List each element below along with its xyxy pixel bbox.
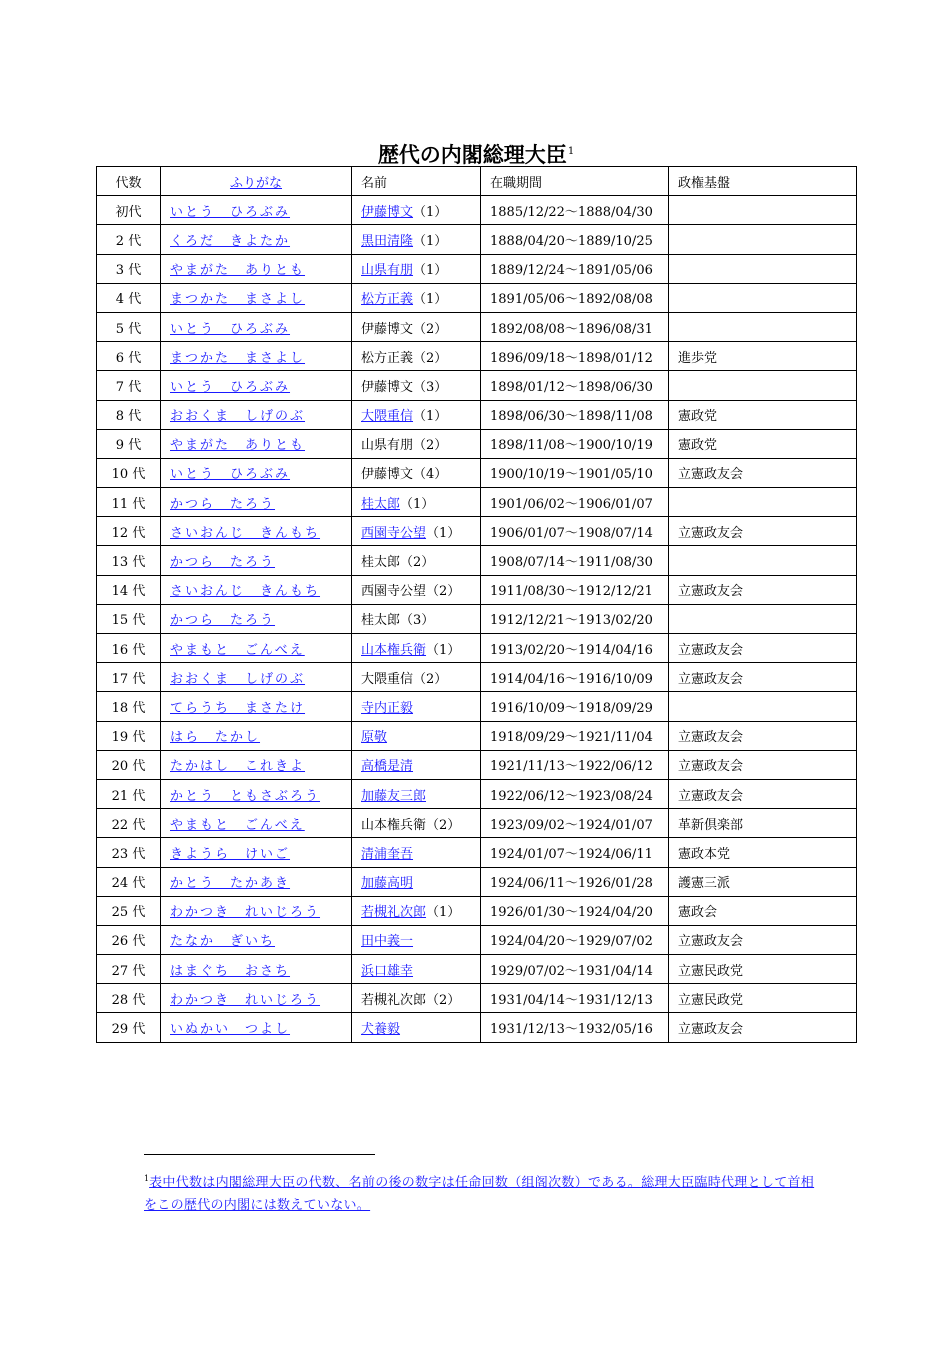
cell-name[interactable] (352, 779, 481, 808)
cell-period: 1908/07/14～1911/08/30 (481, 546, 669, 575)
cell-name[interactable] (352, 196, 481, 225)
term-count: （2） (400, 555, 435, 571)
cell-furigana[interactable] (161, 546, 352, 575)
furigana-link[interactable]: きようら けいご (170, 846, 291, 862)
term-count: （1） (400, 496, 435, 512)
cell-furigana[interactable] (161, 955, 352, 984)
cell-period: 1926/01/30～1924/04/20 (481, 896, 669, 925)
cell-period: 1924/06/11～1926/01/28 (481, 867, 669, 896)
cell-base: 立憲民政党 (669, 955, 857, 984)
cell-name (352, 575, 481, 604)
furigana-link[interactable]: いとう ひろぶみ (170, 204, 291, 220)
name-link[interactable]: 黒田清隆 (361, 233, 414, 249)
cell-period: 1906/01/07～1908/07/14 (481, 517, 669, 546)
cell-base (669, 225, 857, 254)
cell-num: 16 代 (97, 634, 161, 663)
name-link[interactable]: 松方正義 (361, 292, 414, 308)
cell-period: 1923/09/02～1924/01/07 (481, 809, 669, 838)
furigana-link[interactable]: はら たかし (170, 730, 261, 746)
cell-furigana[interactable] (161, 692, 352, 721)
footnote-ref[interactable]: 1 (567, 146, 575, 158)
term-count: （4） (413, 467, 448, 483)
cell-furigana[interactable] (161, 779, 352, 808)
name-text: 伊藤博文 (361, 467, 414, 483)
cell-base: 立憲政友会 (669, 458, 857, 487)
table-row (97, 750, 857, 779)
cell-num: 21 代 (97, 779, 161, 808)
footnote-text[interactable]: 表中代数は内閣総理大臣の代数、名前の後の数字は任命回数（组阁次数）である。総理大臣臨時代理として首相をこの歴代の内閣には数えていない。 (144, 1175, 815, 1214)
cell-base (669, 312, 857, 341)
term-count: （1） (426, 525, 461, 541)
name-link[interactable]: 寺内正毅 (361, 700, 414, 716)
table-row (97, 838, 857, 867)
cell-base: 革新倶楽部 (669, 809, 857, 838)
cell-name[interactable] (352, 692, 481, 721)
table-row (97, 488, 857, 517)
cell-furigana[interactable] (161, 1013, 352, 1042)
cell-period: 1914/04/16～1916/10/09 (481, 663, 669, 692)
cell-name (352, 809, 481, 838)
table-row (97, 517, 857, 546)
term-count: （1） (413, 409, 448, 425)
name-text: 伊藤博文 (361, 379, 414, 395)
cell-num: 7 代 (97, 371, 161, 400)
name-link[interactable]: 田中義一 (361, 934, 414, 950)
cell-furigana[interactable] (161, 575, 352, 604)
cell-base: 憲政党 (669, 429, 857, 458)
cell-furigana[interactable] (161, 196, 352, 225)
cell-period: 1900/10/19～1901/05/10 (481, 458, 669, 487)
cell-period: 1901/06/02～1906/01/07 (481, 488, 669, 517)
cell-num: 27 代 (97, 955, 161, 984)
table-row (97, 312, 857, 341)
cell-base: 立憲政友会 (669, 1013, 857, 1042)
term-count: （1） (426, 642, 461, 658)
cell-period: 1929/07/02～1931/04/14 (481, 955, 669, 984)
cell-furigana[interactable] (161, 721, 352, 750)
cell-base: 立憲政友会 (669, 517, 857, 546)
cell-base: 立憲政友会 (669, 663, 857, 692)
term-count: （2） (413, 671, 448, 687)
name-text: 山県有朋 (361, 438, 414, 454)
table-header-row (97, 167, 857, 196)
term-count: （1） (426, 905, 461, 921)
cell-name[interactable] (352, 488, 481, 517)
term-count: （1） (413, 233, 448, 249)
header-num: 代数 (97, 167, 161, 196)
cell-num: 20 代 (97, 750, 161, 779)
cell-base: 立憲政友会 (669, 925, 857, 954)
furigana-link[interactable]: いとう ひろぶみ (170, 379, 291, 395)
page-title-text: 歴代の内閣総理大臣 (377, 142, 567, 168)
cell-furigana[interactable] (161, 342, 352, 371)
cell-furigana[interactable] (161, 750, 352, 779)
furigana-link[interactable]: かつら たろう (170, 496, 276, 512)
table-row (97, 575, 857, 604)
cell-furigana[interactable] (161, 984, 352, 1013)
cell-num: 29 代 (97, 1013, 161, 1042)
cell-period: 1889/12/24～1891/05/06 (481, 254, 669, 283)
cell-period: 1892/08/08～1896/08/31 (481, 312, 669, 341)
cell-name[interactable] (352, 925, 481, 954)
table-row (97, 400, 857, 429)
table-row (97, 867, 857, 896)
cell-num: 26 代 (97, 925, 161, 954)
cell-period: 1924/04/20～1929/07/02 (481, 925, 669, 954)
cell-base (669, 692, 857, 721)
term-count: （2） (413, 321, 448, 337)
cell-num: 18 代 (97, 692, 161, 721)
term-count: （1） (413, 292, 448, 308)
cell-base (669, 254, 857, 283)
name-link[interactable]: 浜口雄幸 (361, 963, 414, 979)
furigana-link[interactable]: さいおんじ きんもち (170, 584, 321, 600)
cell-furigana[interactable] (161, 488, 352, 517)
cell-num: 22 代 (97, 809, 161, 838)
table-row (97, 896, 857, 925)
cell-furigana[interactable] (161, 225, 352, 254)
cell-num: 17 代 (97, 663, 161, 692)
cell-num: 28 代 (97, 984, 161, 1013)
name-link[interactable]: 若槻礼次郎 (361, 905, 427, 921)
name-link[interactable]: 山本権兵衛 (361, 642, 427, 658)
name-text: 伊藤博文 (361, 321, 414, 337)
cell-name[interactable] (352, 955, 481, 984)
name-link[interactable]: 伊藤博文 (361, 204, 414, 220)
cell-furigana[interactable] (161, 254, 352, 283)
furigana-link[interactable]: かとう ともさぶろう (170, 788, 321, 804)
cell-num: 8 代 (97, 400, 161, 429)
cell-name (352, 663, 481, 692)
footnote-divider (144, 1154, 375, 1155)
cell-furigana[interactable] (161, 896, 352, 925)
cell-name (352, 546, 481, 575)
name-link[interactable]: 加藤友三郎 (361, 788, 427, 804)
cell-name[interactable] (352, 750, 481, 779)
cell-period: 1921/11/13～1922/06/12 (481, 750, 669, 779)
furigana-link[interactable]: わかつき れいじろう (170, 992, 321, 1008)
cell-furigana[interactable] (161, 809, 352, 838)
cell-base: 憲政党 (669, 400, 857, 429)
cell-name (352, 458, 481, 487)
furigana-link[interactable]: たなか ぎいち (170, 934, 276, 950)
name-link[interactable]: 大隈重信 (361, 409, 414, 425)
cell-period: 1888/04/20～1889/10/25 (481, 225, 669, 254)
table-row (97, 1013, 857, 1042)
term-count: （1） (413, 204, 448, 220)
cell-name (352, 429, 481, 458)
table-row (97, 955, 857, 984)
table-row (97, 634, 857, 663)
cell-period: 1913/02/20～1914/04/16 (481, 634, 669, 663)
name-link[interactable]: 西園寺公望 (361, 525, 427, 541)
name-link[interactable]: 桂太郎 (361, 496, 401, 512)
cell-name[interactable] (352, 254, 481, 283)
table-row (97, 225, 857, 254)
cell-base (669, 488, 857, 517)
term-count: （2） (426, 584, 461, 600)
cell-num: 12 代 (97, 517, 161, 546)
table-row (97, 663, 857, 692)
cell-num: 14 代 (97, 575, 161, 604)
name-link[interactable]: 原敬 (361, 730, 388, 746)
name-text: 桂太郎 (361, 613, 401, 629)
cell-period: 1891/05/06～1892/08/08 (481, 283, 669, 312)
cell-period: 1916/10/09～1918/09/29 (481, 692, 669, 721)
prime-minister-table (96, 166, 857, 1043)
term-count: （3） (413, 379, 448, 395)
cell-base (669, 604, 857, 633)
furigana-link[interactable]: はまぐち おさち (170, 963, 291, 979)
table-row (97, 458, 857, 487)
cell-num: 6 代 (97, 342, 161, 371)
cell-name[interactable] (352, 721, 481, 750)
cell-base: 立憲政友会 (669, 779, 857, 808)
cell-furigana[interactable] (161, 312, 352, 341)
cell-base (669, 546, 857, 575)
cell-base (669, 283, 857, 312)
cell-period: 1912/12/21～1913/02/20 (481, 604, 669, 633)
cell-furigana[interactable] (161, 867, 352, 896)
cell-num: 24 代 (97, 867, 161, 896)
cell-name (352, 371, 481, 400)
cell-base: 立憲政友会 (669, 575, 857, 604)
cell-base: 立憲政友会 (669, 721, 857, 750)
cell-num: 2 代 (97, 225, 161, 254)
cell-name (352, 342, 481, 371)
cell-num: 4 代 (97, 283, 161, 312)
cell-name[interactable] (352, 634, 481, 663)
cell-num: 15 代 (97, 604, 161, 633)
cell-period: 1885/12/22～1888/04/30 (481, 196, 669, 225)
term-count: （2） (426, 992, 461, 1008)
furigana-link[interactable]: さいおんじ きんもち (170, 525, 321, 541)
cell-period: 1924/01/07～1924/06/11 (481, 838, 669, 867)
cell-name (352, 312, 481, 341)
name-link[interactable]: 清浦奎吾 (361, 846, 414, 862)
cell-base: 護憲三派 (669, 867, 857, 896)
cell-name[interactable] (352, 517, 481, 546)
table-row (97, 809, 857, 838)
table-row (97, 984, 857, 1013)
furigana-link[interactable]: やまがた ありとも (170, 438, 306, 454)
cell-num: 9 代 (97, 429, 161, 458)
cell-num: 10 代 (97, 458, 161, 487)
header-base: 政権基盤 (669, 167, 857, 196)
furigana-link[interactable]: わかつき れいじろう (170, 905, 321, 921)
cell-period: 1931/12/13～1932/05/16 (481, 1013, 669, 1042)
cell-num: 13 代 (97, 546, 161, 575)
furigana-link[interactable]: いとう ひろぶみ (170, 467, 291, 483)
cell-num: 19 代 (97, 721, 161, 750)
cell-name (352, 604, 481, 633)
furigana-link[interactable]: まつかた まさよし (170, 350, 306, 366)
furigana-link[interactable]: かとう たかあき (170, 876, 291, 892)
cell-base (669, 196, 857, 225)
cell-base: 立憲政友会 (669, 750, 857, 779)
cell-furigana[interactable] (161, 838, 352, 867)
furigana-link[interactable]: やまもと ごんべえ (170, 817, 305, 833)
cell-period: 1898/11/08～1900/10/19 (481, 429, 669, 458)
cell-num: 11 代 (97, 488, 161, 517)
cell-period: 1918/09/29～1921/11/04 (481, 721, 669, 750)
cell-furigana[interactable] (161, 283, 352, 312)
header-period: 在職期間 (481, 167, 669, 196)
furigana-link[interactable]: たかはし これきよ (170, 759, 306, 775)
header-furigana-link[interactable]: ふりがな (229, 175, 282, 191)
cell-furigana[interactable] (161, 604, 352, 633)
furigana-link[interactable]: やまもと ごんべえ (170, 642, 305, 658)
furigana-link[interactable]: いぬかい つよし (170, 1022, 291, 1038)
cell-num: 5 代 (97, 312, 161, 341)
table-row (97, 371, 857, 400)
cell-furigana[interactable] (161, 634, 352, 663)
cell-base: 憲政会 (669, 896, 857, 925)
cell-furigana[interactable] (161, 517, 352, 546)
term-count: （3） (400, 613, 435, 629)
cell-period: 1898/01/12～1898/06/30 (481, 371, 669, 400)
table-row (97, 692, 857, 721)
table-row (97, 283, 857, 312)
furigana-link[interactable]: おおくま しげのぶ (170, 409, 306, 425)
cell-num: 初代 (97, 196, 161, 225)
cell-base: 立憲民政党 (669, 984, 857, 1013)
table-row (97, 429, 857, 458)
cell-name[interactable] (352, 283, 481, 312)
footnote-mark: 1 (144, 1174, 150, 1183)
cell-period: 1898/06/30～1898/11/08 (481, 400, 669, 429)
term-count: （2） (413, 350, 448, 366)
cell-num: 3 代 (97, 254, 161, 283)
name-text: 桂太郎 (361, 555, 401, 571)
page-title (0, 139, 952, 169)
furigana-link[interactable]: まつかた まさよし (170, 292, 306, 308)
cell-name[interactable] (352, 1013, 481, 1042)
table-row (97, 546, 857, 575)
cell-name[interactable] (352, 896, 481, 925)
name-link[interactable]: 加藤高明 (361, 876, 414, 892)
cell-period: 1931/04/14～1931/12/13 (481, 984, 669, 1013)
table-row (97, 925, 857, 954)
cell-base: 憲政本党 (669, 838, 857, 867)
cell-name[interactable] (352, 225, 481, 254)
cell-base (669, 371, 857, 400)
footnote (144, 1167, 824, 1217)
table-row (97, 342, 857, 371)
furigana-link[interactable]: おおくま しげのぶ (170, 671, 306, 687)
cell-furigana[interactable] (161, 458, 352, 487)
header-furigana[interactable] (161, 167, 352, 196)
name-link[interactable]: 高橋是清 (361, 759, 414, 775)
cell-furigana[interactable] (161, 925, 352, 954)
cell-name[interactable] (352, 400, 481, 429)
cell-num: 23 代 (97, 838, 161, 867)
cell-period: 1911/08/30～1912/12/21 (481, 575, 669, 604)
cell-period: 1922/06/12～1923/08/24 (481, 779, 669, 808)
term-count: （1） (413, 263, 448, 279)
cell-base: 進歩党 (669, 342, 857, 371)
furigana-link[interactable]: やまがた ありとも (170, 263, 306, 279)
term-count: （2） (426, 817, 461, 833)
name-text: 大隈重信 (361, 671, 414, 687)
cell-name[interactable] (352, 867, 481, 896)
cell-num: 25 代 (97, 896, 161, 925)
name-link[interactable]: 犬養毅 (361, 1022, 401, 1038)
table-row (97, 721, 857, 750)
cell-furigana[interactable] (161, 400, 352, 429)
name-text: 山本権兵衛 (361, 817, 427, 833)
table-row (97, 196, 857, 225)
cell-furigana[interactable] (161, 429, 352, 458)
cell-furigana[interactable] (161, 371, 352, 400)
table-row (97, 604, 857, 633)
name-text: 若槻礼次郎 (361, 992, 427, 1008)
table-row (97, 254, 857, 283)
furigana-link[interactable]: てらうち まさたけ (170, 700, 306, 716)
name-text: 松方正義 (361, 350, 414, 366)
furigana-link[interactable]: くろだ きよたか (170, 233, 291, 249)
cell-period: 1896/09/18～1898/01/12 (481, 342, 669, 371)
furigana-link[interactable]: かつら たろう (170, 555, 276, 571)
term-count: （2） (413, 438, 448, 454)
header-name: 名前 (352, 167, 481, 196)
table-row (97, 779, 857, 808)
name-link[interactable]: 山県有朋 (361, 263, 414, 279)
cell-name[interactable] (352, 838, 481, 867)
cell-furigana[interactable] (161, 663, 352, 692)
name-text: 西園寺公望 (361, 584, 427, 600)
furigana-link[interactable]: かつら たろう (170, 613, 276, 629)
furigana-link[interactable]: いとう ひろぶみ (170, 321, 291, 337)
cell-base: 立憲政友会 (669, 634, 857, 663)
cell-name (352, 984, 481, 1013)
